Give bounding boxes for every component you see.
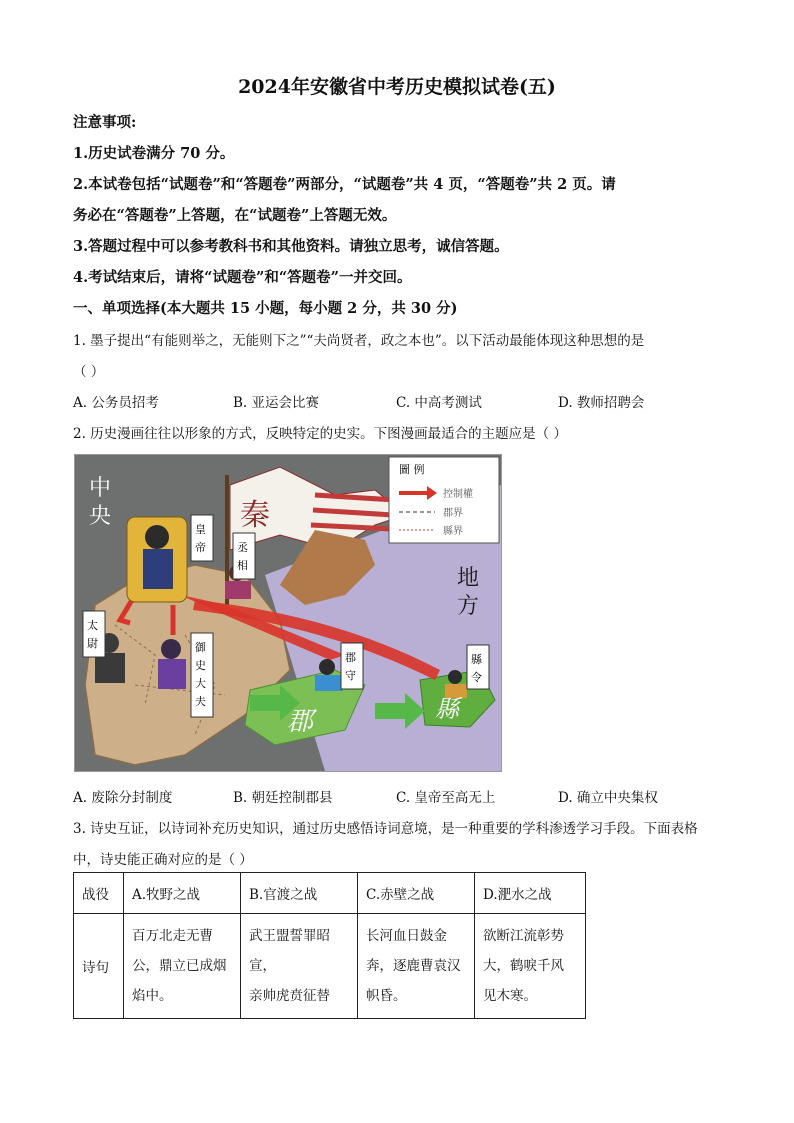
notice-item-1: 1.历史试卷满分 70 分。 [73, 145, 235, 162]
q1-option-a: A. 公务员招考 [73, 395, 159, 411]
section-heading: 一、单项选择(本大题共 15 小题，每小题 2 分，共 30 分) [73, 300, 458, 317]
emperor-tag [191, 515, 213, 561]
flag-character: 秦 [240, 498, 270, 533]
center-label-1: 中 [89, 476, 112, 501]
cell-line: 大，鹤唳千风 [483, 958, 564, 974]
chancellor-tag-text-2: 相 [237, 559, 248, 572]
q1-stem: 1. 墨子提出“有能则举之，无能则下之”“夫尚贤者，政之本也”。以下活动最能体现这种思想的是 [73, 333, 645, 349]
cell-line: 百万北走无曹 [132, 928, 213, 944]
q2-stem: 2. 历史漫画往往以形象的方式，反映特定的史实。下图漫画最适合的主题应是（ ） [73, 426, 567, 442]
cell-line: 武王盟誓罪昭 [249, 928, 330, 944]
junshou-robe [315, 675, 343, 691]
xianling-tag-text-1: 縣 [471, 653, 482, 666]
cell-line: 焰中。 [132, 988, 173, 1004]
cell-line: 欲断江流彰势 [483, 928, 564, 944]
cell-line: 公，鼎立已成烟 [132, 958, 227, 974]
emperor-robe [143, 549, 173, 589]
xianling-tag-text-2: 令 [471, 671, 482, 684]
yushi-robe [158, 659, 186, 689]
q1-option-d: D. 教师招聘会 [558, 395, 645, 411]
emperor-tag-text-2: 帝 [195, 541, 206, 554]
q2-option-a: A. 废除分封制度 [73, 790, 173, 806]
chancellor-robe [225, 581, 251, 599]
table-header-cell: 战役 [74, 873, 124, 914]
q3-stem-line2: 中，诗史能正确对应的是（ ） [73, 852, 253, 868]
q2-option-b: B. 朝廷控制郡县 [233, 790, 333, 806]
legend-item-xian: 縣界 [443, 526, 463, 537]
table-row [74, 914, 586, 1019]
cell-line: 帜昏。 [366, 988, 407, 1004]
table-cell [124, 914, 241, 1019]
q1-option-c: C. 中高考测试 [396, 395, 482, 411]
q3-stem-line1: 3. 诗史互证，以诗词补充历史知识，通过历史感悟诗词意境，是一种重要的学科渗透学习手段。下面表格 [73, 821, 698, 837]
table-header-cell: A.牧野之战 [124, 873, 241, 914]
xianling-figure [448, 670, 462, 684]
table-cell [475, 914, 586, 1019]
jun-region-label: 郡 [287, 707, 314, 737]
legend-title: 圖 例 [399, 463, 425, 476]
notice-item-2-cont: 务必在“答题卷”上答题，在“试题卷”上答题无效。 [73, 207, 397, 224]
cell-line: 见木寒。 [483, 988, 537, 1004]
table-header-cell: C.赤壁之战 [358, 873, 475, 914]
yushi-tag-text-1: 御 [195, 641, 206, 654]
cell-line: 奔，逐鹿曹袁汉 [366, 958, 461, 974]
q1-blank: （ ） [73, 364, 105, 380]
table-header-row [74, 873, 586, 914]
taiwei-tag-text-1: 太 [87, 619, 98, 632]
yushi-tag-text-4: 夫 [195, 695, 206, 708]
table-header-cell: B.官渡之战 [241, 873, 358, 914]
cell-line: 长河血日鼓金 [366, 928, 447, 944]
junshou-tag-text-1: 郡 [345, 651, 356, 664]
taiwei-tag [83, 611, 105, 657]
q2-option-c: C. 皇帝至高无上 [396, 790, 496, 806]
yushi-tag-text-3: 大 [195, 677, 206, 690]
table-row-label: 诗句 [74, 914, 124, 1019]
legend-item-jun: 郡界 [443, 508, 463, 519]
poem-history-table [73, 872, 586, 1019]
history-comic [74, 454, 502, 772]
taiwei-tag-text-2: 尉 [87, 637, 98, 650]
page-title: 2024年安徽省中考历史模拟试卷(五) [238, 76, 556, 98]
notice-item-2: 2.本试卷包括“试题卷”和“答题卷”两部分，“试题卷”共 4 页，“答题卷”共 2 页。请 [73, 176, 616, 193]
notice-item-3: 3.答题过程中可以参考教科书和其他资料。请独立思考，诚信答题。 [73, 238, 509, 255]
chancellor-tag [233, 533, 255, 579]
table-cell [241, 914, 358, 1019]
legend-item-control: 控制權 [443, 489, 473, 500]
emperor-figure [145, 525, 169, 549]
table-cell [358, 914, 475, 1019]
cell-line: 宣， [249, 958, 276, 974]
comic-drawing [75, 455, 501, 771]
local-label-2: 方 [457, 594, 480, 619]
notice-heading: 注意事项: [73, 114, 137, 131]
chancellor-tag-text-1: 丞 [237, 541, 248, 554]
table-header-cell: D.淝水之战 [475, 873, 586, 914]
center-label-2: 央 [89, 504, 112, 529]
yushi-figure [161, 639, 181, 659]
junshou-tag [341, 643, 363, 689]
junshou-tag-text-2: 守 [345, 669, 356, 682]
q1-option-b: B. 亚运会比赛 [233, 395, 320, 411]
emperor-tag-text-1: 皇 [195, 523, 206, 536]
yushi-tag-text-2: 史 [195, 659, 206, 672]
junshou-figure [319, 659, 335, 675]
local-label-1: 地 [457, 566, 480, 591]
notice-item-4: 4.考试结束后，请将“试题卷”和“答题卷”一并交回。 [73, 269, 412, 286]
q2-option-d: D. 确立中央集权 [558, 790, 658, 806]
xian-region-label: 縣 [435, 695, 459, 723]
cell-line: 亲帅虎贲征替 [249, 988, 330, 1004]
